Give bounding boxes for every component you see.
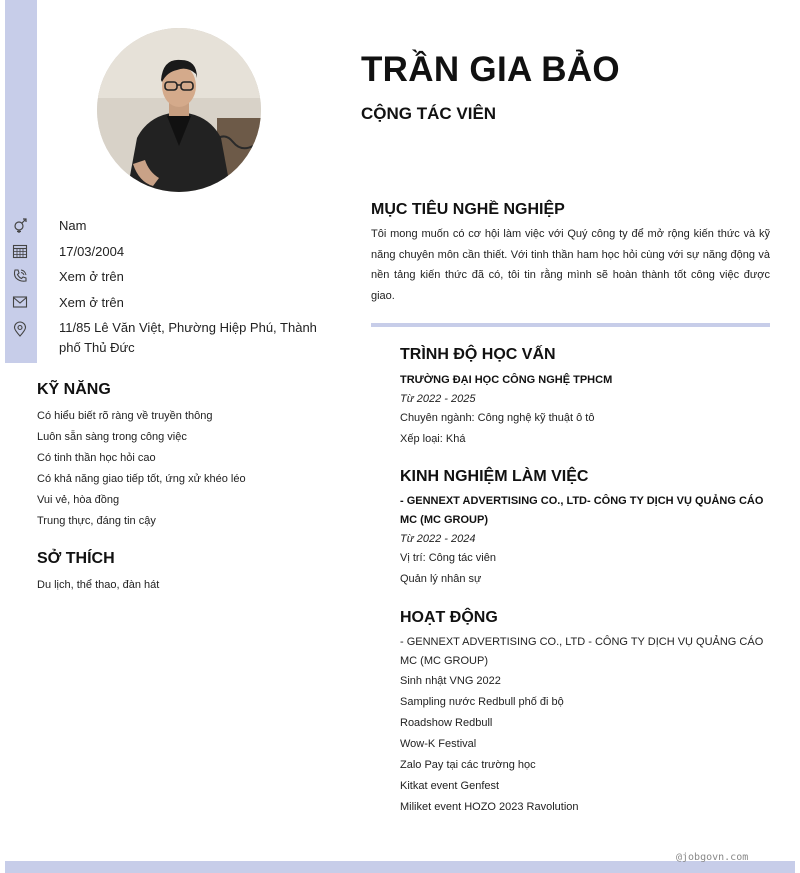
activities-title: HOẠT ĐỘNG [400, 609, 498, 626]
gender-value: Nam [59, 218, 87, 233]
email-value: Xem ở trên [59, 295, 124, 310]
birthdate-value: 17/03/2004 [59, 244, 125, 259]
objective-text: Tôi mong muốn có cơ hội làm việc với Quý công ty để mở rộng kiến thức và kỹ năng chuyên môn cần thiết. Với tinh thần ham học hỏi cùng với sự năng động và nền tảng kiến thức đã có, tôi tin rằng mình sẽ hoàn thành tốt công việc được giao. [371, 228, 770, 302]
activity-item: Kitkat event Genfest [400, 780, 500, 792]
experience-title: KINH NGHIỆM LÀM VIỆC [400, 468, 589, 485]
watermark: @jobgovn.com [676, 852, 749, 863]
activity-item: Sinh nhật VNG 2022 [400, 675, 501, 687]
objective-title: MỤC TIÊU NGHỀ NGHIỆP [371, 201, 565, 218]
location-icon [12, 321, 28, 337]
activity-item: Roadshow Redbull [400, 717, 493, 729]
address-value: 11/85 Lê Văn Việt, Phường Hiệp Phú, Thành phố Thủ Đức [59, 320, 317, 355]
calendar-icon [12, 243, 28, 259]
skill-item: Có tinh thần học hỏi cao [37, 452, 156, 464]
skill-item: Vui vẻ, hòa đồng [37, 494, 120, 506]
activities-org: - GENNEXT ADVERTISING CO., LTD - CÔNG TY DỊCH VỤ QUẢNG CÁO MC (MC GROUP) [400, 636, 764, 667]
experience-details [400, 492, 770, 590]
gender-icon [12, 217, 28, 233]
education-period: Từ 2022 - 2025 [400, 393, 476, 405]
skill-item: Luôn sẵn sàng trong công việc [37, 431, 187, 443]
info-phone [0, 267, 330, 287]
experience-company: - GENNEXT ADVERTISING CO., LTD- CÔNG TY DỊCH VỤ QUẢNG CÁO MC (MC GROUP) [400, 495, 764, 526]
phone-value: Xem ở trên [59, 269, 124, 284]
activity-item: Zalo Pay tại các trường học [400, 759, 536, 771]
hobbies-text: Du lịch, thể thao, đàn hát [37, 579, 160, 591]
skill-item: Có hiểu biết rõ ràng về truyền thông [37, 410, 213, 422]
activity-item: Sampling nước Redbull phố đi bộ [400, 696, 564, 708]
education-rank: Xếp loại: Khá [400, 433, 466, 445]
school-name: TRƯỜNG ĐẠI HỌC CÔNG NGHỆ TPHCM [400, 374, 613, 386]
activity-item: Wow-K Festival [400, 738, 477, 750]
info-gender [0, 216, 330, 236]
hobbies-list [37, 575, 159, 596]
candidate-name: TRẦN GIA BẢO [361, 50, 620, 89]
skills-title: KỸ NĂNG [37, 381, 111, 398]
experience-duty: Quản lý nhân sự [400, 573, 482, 585]
skills-list [37, 406, 246, 532]
phone-icon [12, 268, 28, 284]
profile-photo [97, 28, 261, 192]
section-divider [371, 323, 770, 327]
activity-item: Miliket event HOZO 2023 Ravolution [400, 801, 579, 813]
job-position: CỘNG TÁC VIÊN [361, 104, 497, 123]
education-details [400, 371, 770, 450]
skill-item: Có khả năng giao tiếp tốt, ứng xử khéo léo [37, 473, 246, 485]
education-title: TRÌNH ĐỘ HỌC VẤN [400, 346, 556, 363]
experience-period: Từ 2022 - 2024 [400, 533, 476, 545]
mail-icon [12, 294, 28, 310]
info-email [0, 293, 330, 313]
hobbies-title: SỞ THÍCH [37, 550, 115, 567]
activities-details [400, 633, 770, 818]
education-major: Chuyên ngành: Công nghệ kỹ thuật ô tô [400, 412, 595, 424]
info-birthdate [0, 242, 330, 262]
skill-item: Trung thực, đáng tin cậy [37, 515, 156, 527]
experience-role: Vị trí: Công tác viên [400, 552, 496, 564]
info-address [0, 318, 330, 355]
